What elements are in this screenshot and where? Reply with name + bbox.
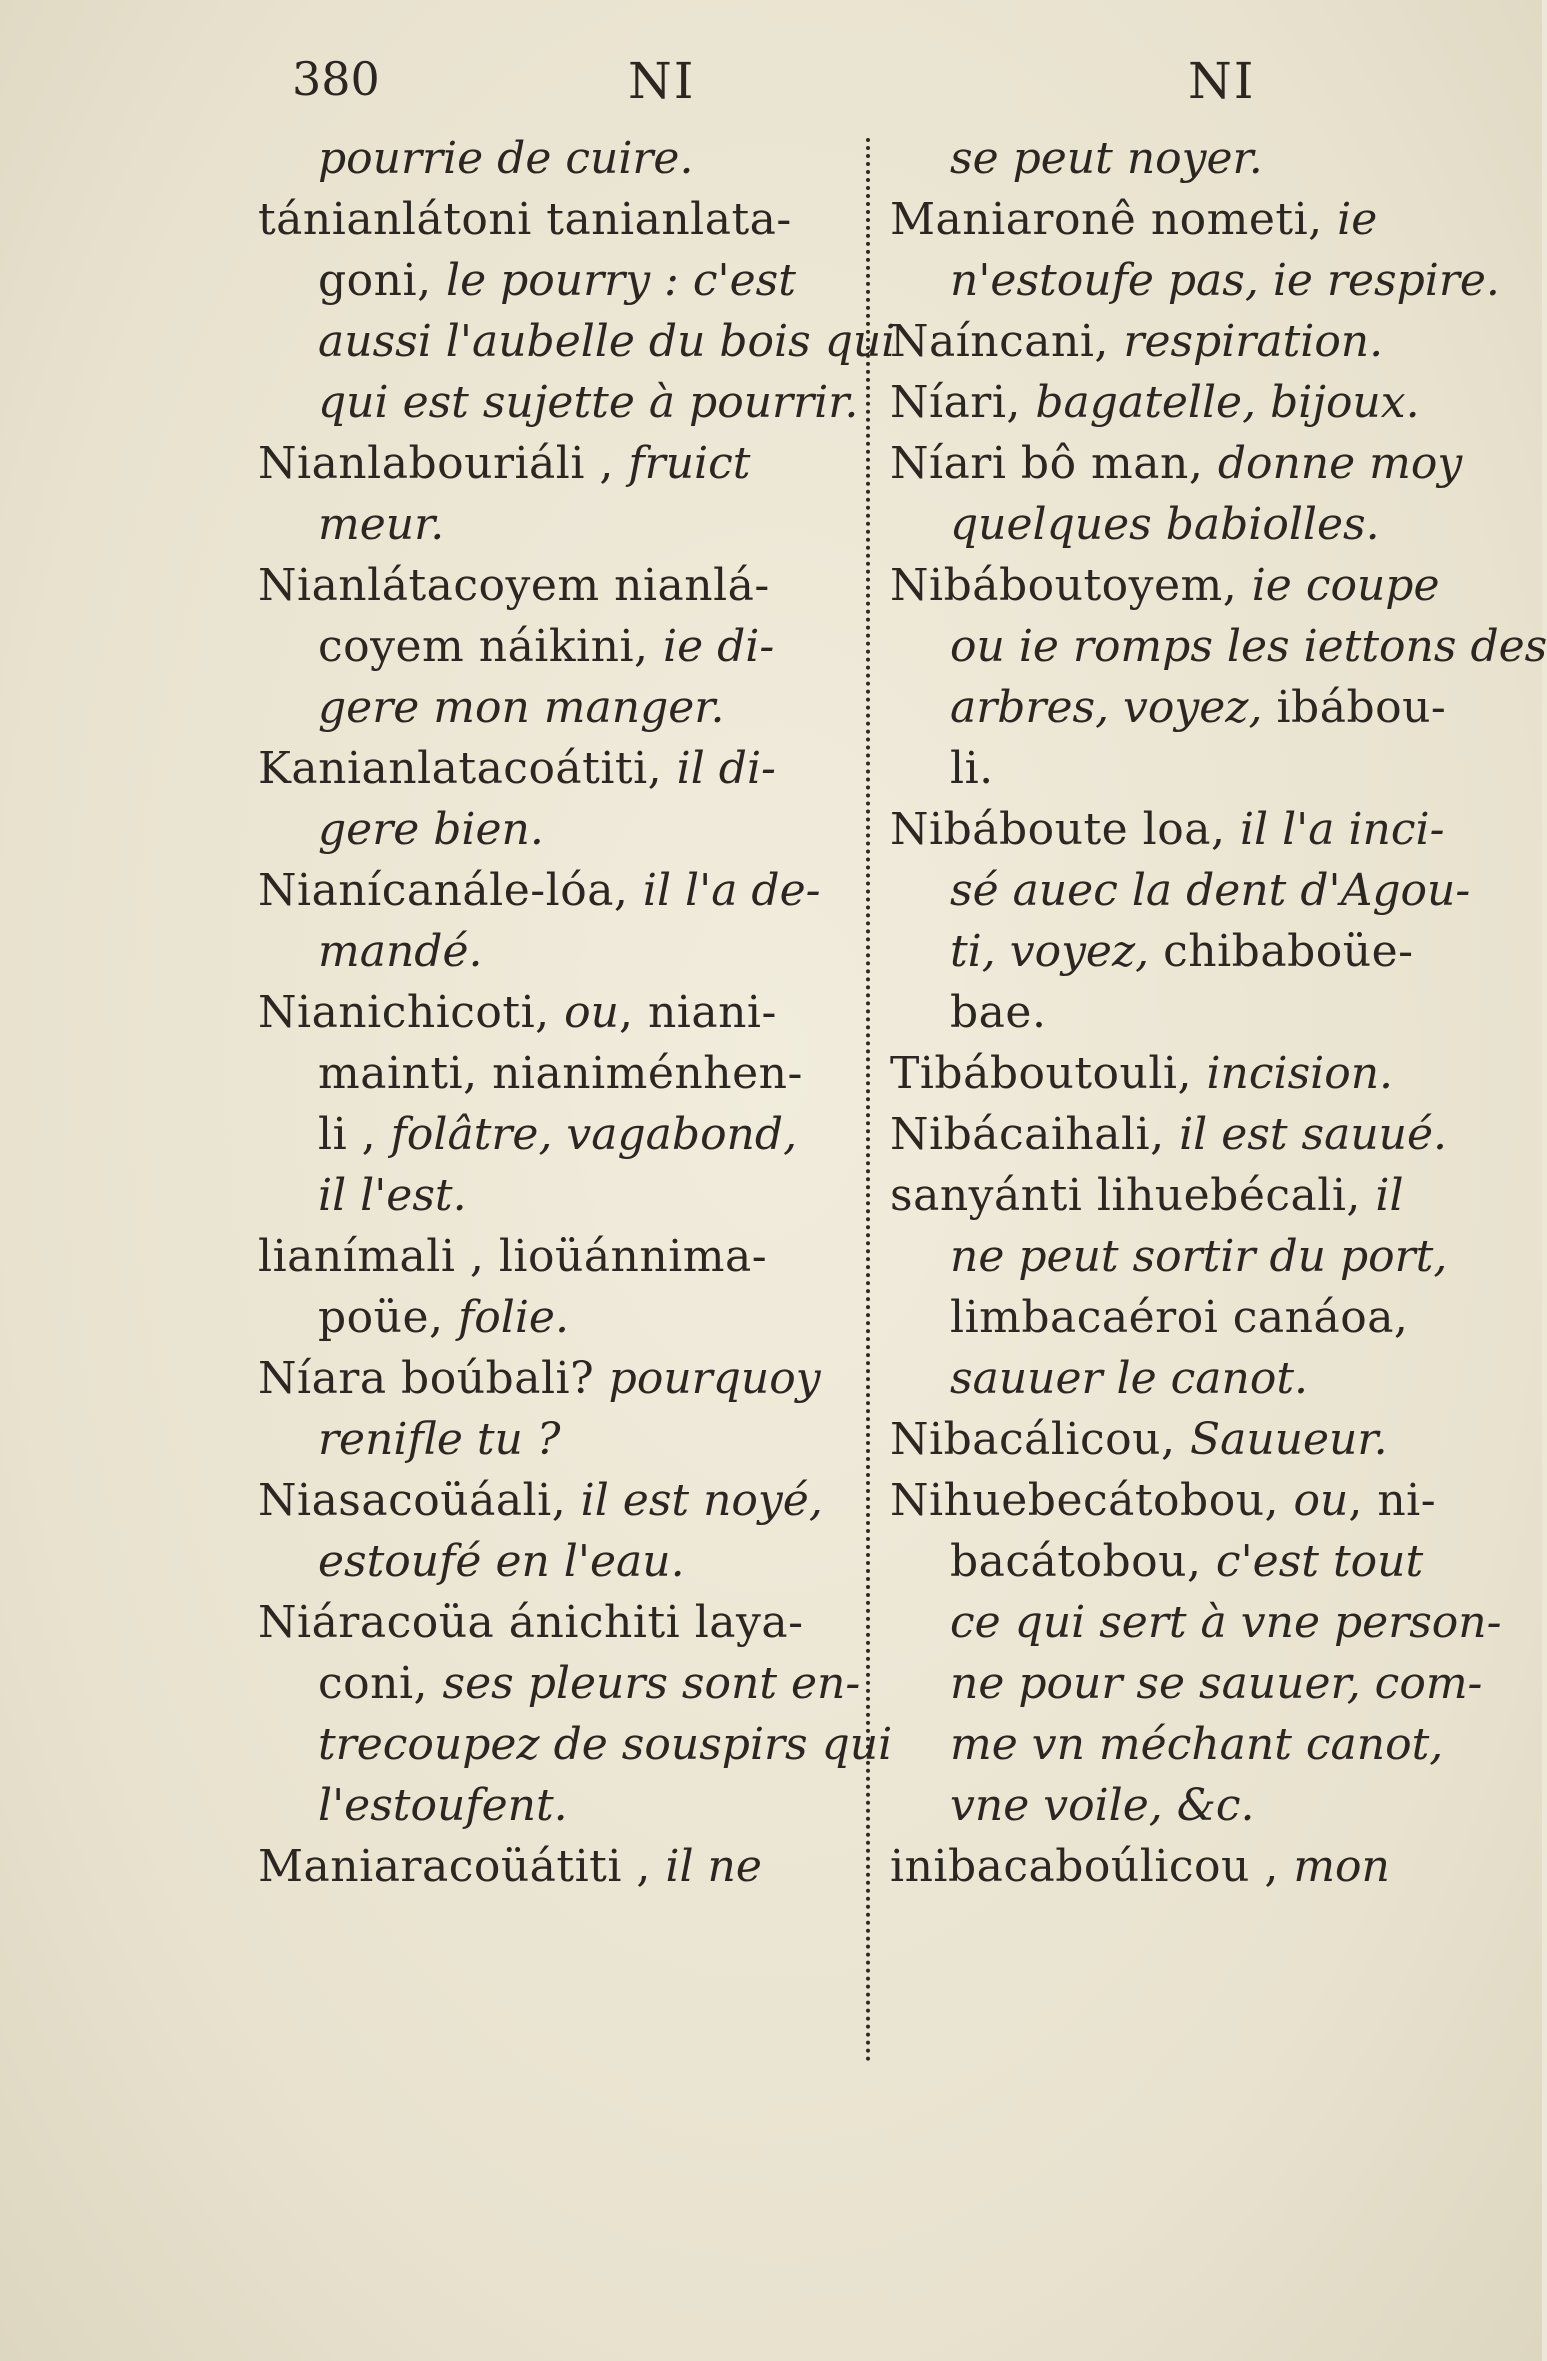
dictionary-entry — [890, 1043, 1485, 1104]
entry-line — [258, 433, 848, 494]
entry-line — [890, 494, 1485, 555]
entry-line — [890, 311, 1485, 372]
entry-line — [258, 1775, 848, 1836]
entry-line — [890, 1714, 1485, 1775]
definition-text: il l'a de- — [642, 865, 821, 916]
definition-text: ie — [1337, 194, 1378, 245]
headword-text: Níari, — [890, 377, 1036, 428]
headword-text: Nianícanále-lóa, — [258, 865, 643, 916]
definition-text: mandé. — [318, 926, 483, 977]
definition-text: il — [1375, 1170, 1404, 1221]
headword-text: coyem náikini, — [318, 621, 663, 672]
entry-line — [258, 1714, 893, 1775]
headword-text: Niáracoüa ánichiti laya- — [258, 1597, 804, 1648]
entry-line — [258, 311, 896, 372]
headword-text: li , — [318, 1109, 391, 1160]
right-column — [890, 128, 1547, 1897]
headword-text: poüe, — [318, 1292, 459, 1343]
definition-text: sé auec la dent d'Agou- — [950, 865, 1471, 916]
definition-text: qui est sujette à pourrir. — [318, 377, 859, 428]
dictionary-entry — [890, 555, 1547, 799]
entry-line — [890, 1775, 1485, 1836]
entry-line — [890, 1592, 1502, 1653]
definition-text: ou — [564, 987, 619, 1038]
definition-text: l'estoufent. — [318, 1780, 568, 1831]
headword-text: Nianlabouriáli , — [258, 438, 629, 489]
definition-text: incision. — [1206, 1048, 1394, 1099]
definition-text: estoufé en l'eau. — [318, 1536, 685, 1587]
entry-line — [890, 982, 1485, 1043]
definition-text: mon — [1293, 1841, 1390, 1892]
entry-line — [258, 799, 848, 860]
entry-line — [890, 128, 1485, 189]
dictionary-entry — [258, 738, 848, 860]
definition-text: donne moy — [1217, 438, 1463, 489]
headword-text: inibacaboúlicou , — [890, 1841, 1294, 1892]
dictionary-entry — [890, 799, 1485, 1043]
entry-line — [890, 1531, 1485, 1592]
dictionary-entry — [890, 1409, 1485, 1470]
definition-text: arbres, voyez, — [950, 682, 1277, 733]
headword-text: Nianichicoti, — [258, 987, 565, 1038]
entry-line — [890, 738, 1485, 799]
headword-text: Maniaracoüátiti , — [258, 1841, 666, 1892]
definition-text: il est sauué. — [1179, 1109, 1448, 1160]
definition-text: trecoupez de souspirs qui — [318, 1719, 893, 1770]
entry-line — [258, 982, 848, 1043]
entry-line — [258, 1531, 848, 1592]
headword-text: sanyánti lihuebécali, — [890, 1170, 1376, 1221]
headword-text: goni, — [318, 255, 447, 306]
definition-text: pourquoy — [608, 1353, 821, 1404]
headword-text: Tibáboutouli, — [890, 1048, 1207, 1099]
headword-text: mainti, nianiménhen- — [318, 1048, 803, 1099]
definition-text: il l'a inci- — [1239, 804, 1445, 855]
definition-text: me vn méchant canot, — [950, 1719, 1444, 1770]
dictionary-entry — [890, 1165, 1485, 1409]
dictionary-entry — [258, 1226, 848, 1348]
definition-text: gere bien. — [318, 804, 544, 855]
entry-line — [890, 1409, 1485, 1470]
definition-text: il ne — [665, 1841, 762, 1892]
headword-text: bae. — [950, 987, 1047, 1038]
definition-text: aussi l'aubelle du bois qui — [318, 316, 896, 367]
entry-line — [258, 616, 848, 677]
entry-line — [890, 616, 1547, 677]
column-divider — [866, 138, 870, 2063]
entry-line — [258, 1043, 848, 1104]
entry-line — [258, 1592, 848, 1653]
entry-line — [890, 433, 1485, 494]
headword-text: , niani- — [618, 987, 777, 1038]
definition-text: ne peut sortir du port, — [950, 1231, 1448, 1282]
entry-line — [890, 1226, 1485, 1287]
dictionary-entry — [890, 1470, 1502, 1836]
entry-line — [258, 738, 848, 799]
entry-line — [890, 1348, 1485, 1409]
definition-text: ce qui sert à vne person- — [950, 1597, 1502, 1648]
entry-line — [258, 189, 848, 250]
dictionary-entry — [890, 1104, 1485, 1165]
entry-line — [258, 1653, 861, 1714]
entry-line — [890, 189, 1485, 250]
headword-text: Niasacoüáali, — [258, 1475, 581, 1526]
dictionary-entry — [258, 555, 848, 738]
definition-text: ne pour se sauuer, com- — [950, 1658, 1483, 1709]
dictionary-entry — [258, 128, 848, 189]
definition-text: folie. — [458, 1292, 569, 1343]
page-number: 380 — [292, 52, 380, 106]
headword-text: limbacaéroi canáoa, — [950, 1292, 1409, 1343]
entry-line — [258, 1409, 848, 1470]
entry-line — [258, 1470, 848, 1531]
entry-line — [258, 1287, 848, 1348]
entry-line — [258, 1165, 848, 1226]
headword-text: Nibacálicou, — [890, 1414, 1190, 1465]
dictionary-entry — [258, 433, 848, 555]
entry-line — [258, 555, 848, 616]
entry-line — [258, 128, 848, 189]
headword-text: Maniaronê nometi, — [890, 194, 1338, 245]
dictionary-entry — [890, 1836, 1485, 1897]
entry-line — [890, 250, 1500, 311]
dictionary-entry — [890, 189, 1500, 311]
headword-text: chibaboüe- — [1163, 926, 1414, 977]
headword-text: Nihuebecátobou, — [890, 1475, 1294, 1526]
entry-line — [258, 250, 848, 311]
running-head-left: NI — [628, 52, 696, 110]
definition-text: pourrie de cuire. — [318, 133, 694, 184]
definition-text: quelques babiolles. — [950, 499, 1380, 550]
definition-text: c'est tout — [1215, 1536, 1424, 1587]
definition-text: ou — [1293, 1475, 1349, 1526]
definition-text: le pourry : c'est — [446, 255, 796, 306]
headword-text: Naíncani, — [890, 316, 1124, 367]
entry-line — [890, 1653, 1485, 1714]
definition-text: ses pleurs sont en- — [442, 1658, 861, 1709]
dictionary-entry — [258, 1348, 848, 1470]
headword-text: ibábou- — [1276, 682, 1447, 733]
entry-line — [258, 1348, 848, 1409]
definition-text: fruict — [628, 438, 751, 489]
headword-text: Nibáboutoyem, — [890, 560, 1252, 611]
entry-line — [258, 921, 848, 982]
entry-line — [890, 1043, 1485, 1104]
entry-line — [890, 1104, 1485, 1165]
definition-text: gere mon manger. — [318, 682, 725, 733]
definition-text: ti, voyez, — [950, 926, 1164, 977]
dictionary-entry — [890, 433, 1485, 555]
entry-line — [258, 860, 848, 921]
entry-line — [890, 860, 1485, 921]
entry-line — [890, 1287, 1485, 1348]
headword-text: li. — [950, 743, 994, 794]
entry-line — [258, 1104, 848, 1165]
entry-line — [258, 372, 859, 433]
dictionary-entry — [258, 982, 848, 1226]
dictionary-entry — [890, 372, 1485, 433]
entry-line — [258, 677, 848, 738]
headword-text: Nibácaihali, — [890, 1109, 1180, 1160]
running-head-right: NI — [1188, 52, 1256, 110]
definition-text: ie coupe — [1251, 560, 1440, 611]
definition-text: renifle tu ? — [318, 1414, 561, 1465]
dictionary-entry — [258, 1470, 848, 1592]
entry-line — [258, 1226, 848, 1287]
dictionary-entry — [890, 128, 1485, 189]
entry-line — [890, 921, 1485, 982]
definition-text: ou ie romps les iettons des — [950, 621, 1547, 672]
left-column — [258, 128, 896, 1897]
dictionary-entry — [258, 1592, 893, 1836]
dictionary-entry — [890, 311, 1485, 372]
definition-text: se peut noyer. — [950, 133, 1263, 184]
definition-text: n'estoufe pas, ie respire. — [950, 255, 1500, 306]
entry-line — [890, 555, 1485, 616]
entry-line — [890, 799, 1485, 860]
headword-text: bacátobou, — [950, 1536, 1216, 1587]
definition-text: bagatelle, bijoux. — [1035, 377, 1420, 428]
definition-text: il est noyé, — [580, 1475, 823, 1526]
headword-text: tánianlátoni tanianlata- — [258, 194, 792, 245]
entry-line — [258, 494, 848, 555]
definition-text: il l'est. — [318, 1170, 467, 1221]
headword-text: , ni- — [1348, 1475, 1437, 1526]
definition-text: respiration. — [1123, 316, 1384, 367]
headword-text: Nibáboute loa, — [890, 804, 1240, 855]
entry-line — [258, 1836, 848, 1897]
dictionary-entry — [258, 1836, 848, 1897]
dictionary-entry — [258, 860, 848, 982]
headword-text: Níari bô man, — [890, 438, 1218, 489]
entry-line — [890, 1165, 1485, 1226]
entry-line — [890, 677, 1485, 738]
page-header — [0, 52, 1542, 122]
headword-text: Níara boúbali? — [258, 1353, 609, 1404]
definition-text: folâtre, vagabond, — [390, 1109, 798, 1160]
definition-text: Sauueur. — [1189, 1414, 1388, 1465]
definition-text: ie di- — [663, 621, 775, 672]
entry-line — [890, 1470, 1485, 1531]
headword-text: lianímali , lioüánnima- — [258, 1231, 768, 1282]
headword-text: Kanianlatacoátiti, — [258, 743, 677, 794]
entry-line — [890, 372, 1485, 433]
dictionary-entry — [258, 189, 896, 433]
definition-text: vne voile, &c. — [950, 1780, 1255, 1831]
definition-text: il di- — [676, 743, 776, 794]
definition-text: sauuer le canot. — [950, 1353, 1309, 1404]
entry-line — [890, 1836, 1485, 1897]
definition-text: meur. — [318, 499, 445, 550]
headword-text: coni, — [318, 1658, 443, 1709]
headword-text: Nianlátacoyem nianlá- — [258, 560, 770, 611]
